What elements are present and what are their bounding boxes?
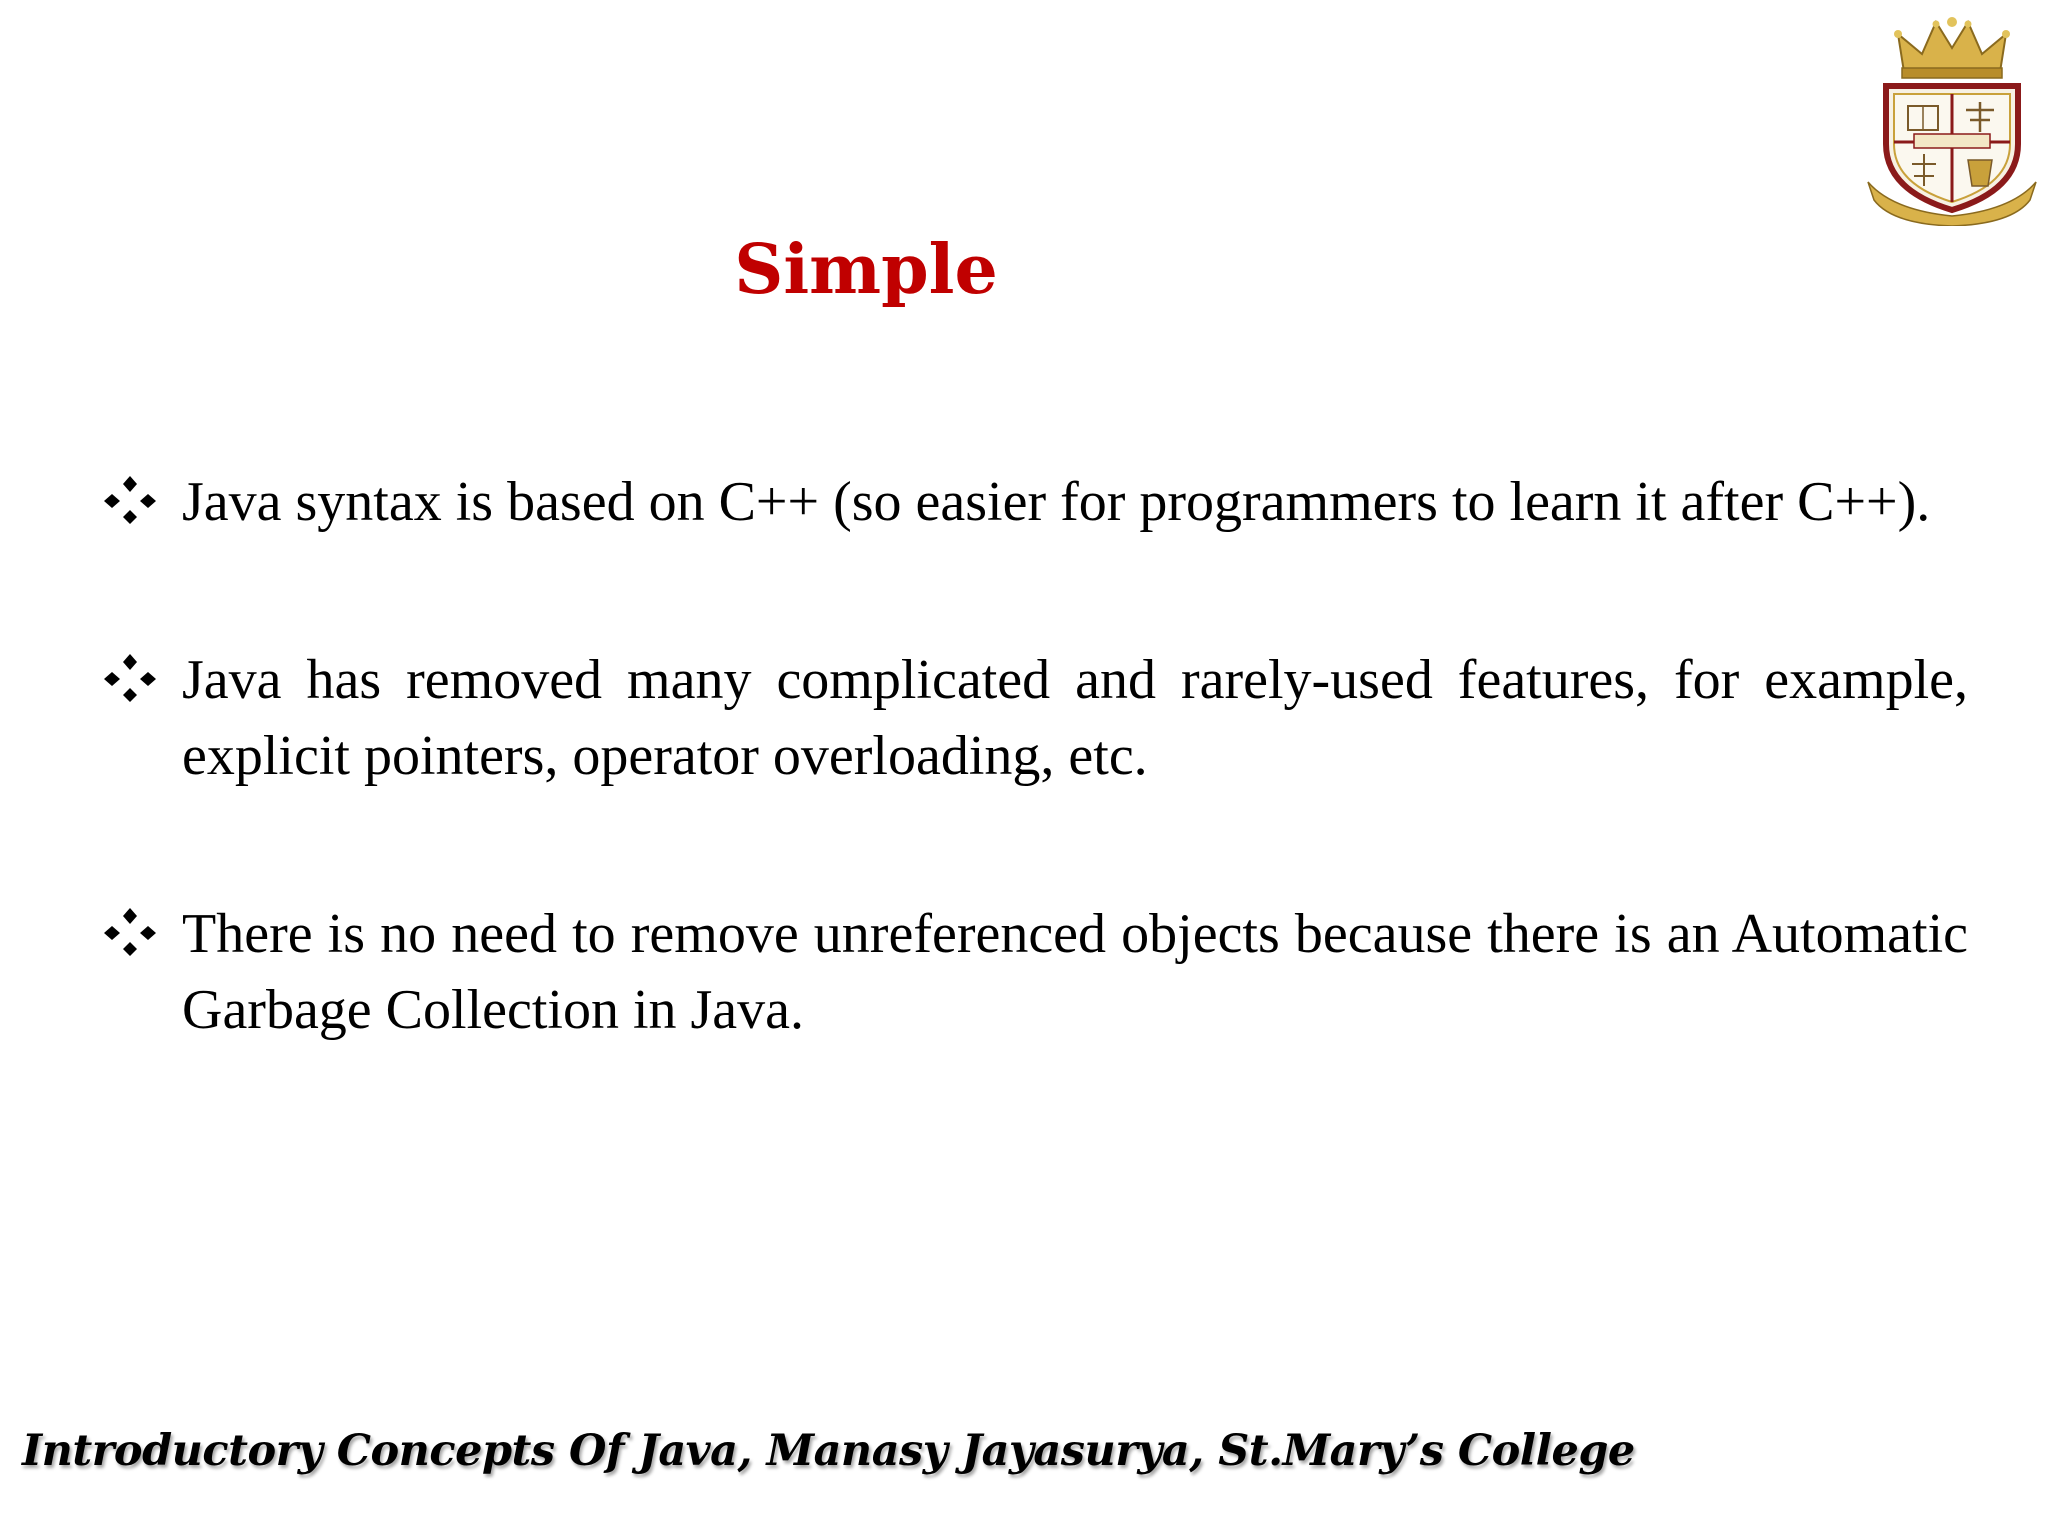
college-crest-icon (1862, 14, 2042, 226)
bullet-item (104, 642, 1968, 794)
slide-footer: Introductory Concepts Of Java, Manasy Jayasurya, St.Mary’s College (22, 1426, 1635, 1476)
bullet-text: Java has removed many complicated and rarely-used features, for example, explicit pointers, operator overloading, etc. (182, 649, 1968, 787)
bullet-text: There is no need to remove unreferenced objects because there is an Automatic Garbage Collection in Java. (182, 903, 1968, 1041)
bullet-item (104, 896, 1968, 1048)
slide-title: Simple (734, 230, 998, 310)
bullet-item (104, 464, 1968, 540)
four-diamond-bullet-icon (104, 472, 156, 524)
bullet-list (104, 464, 1968, 1150)
four-diamond-bullet-icon (104, 904, 156, 956)
bullet-text: Java syntax is based on C++ (so easier for programmers to learn it after C++). (182, 471, 1931, 533)
four-diamond-bullet-icon (104, 650, 156, 702)
